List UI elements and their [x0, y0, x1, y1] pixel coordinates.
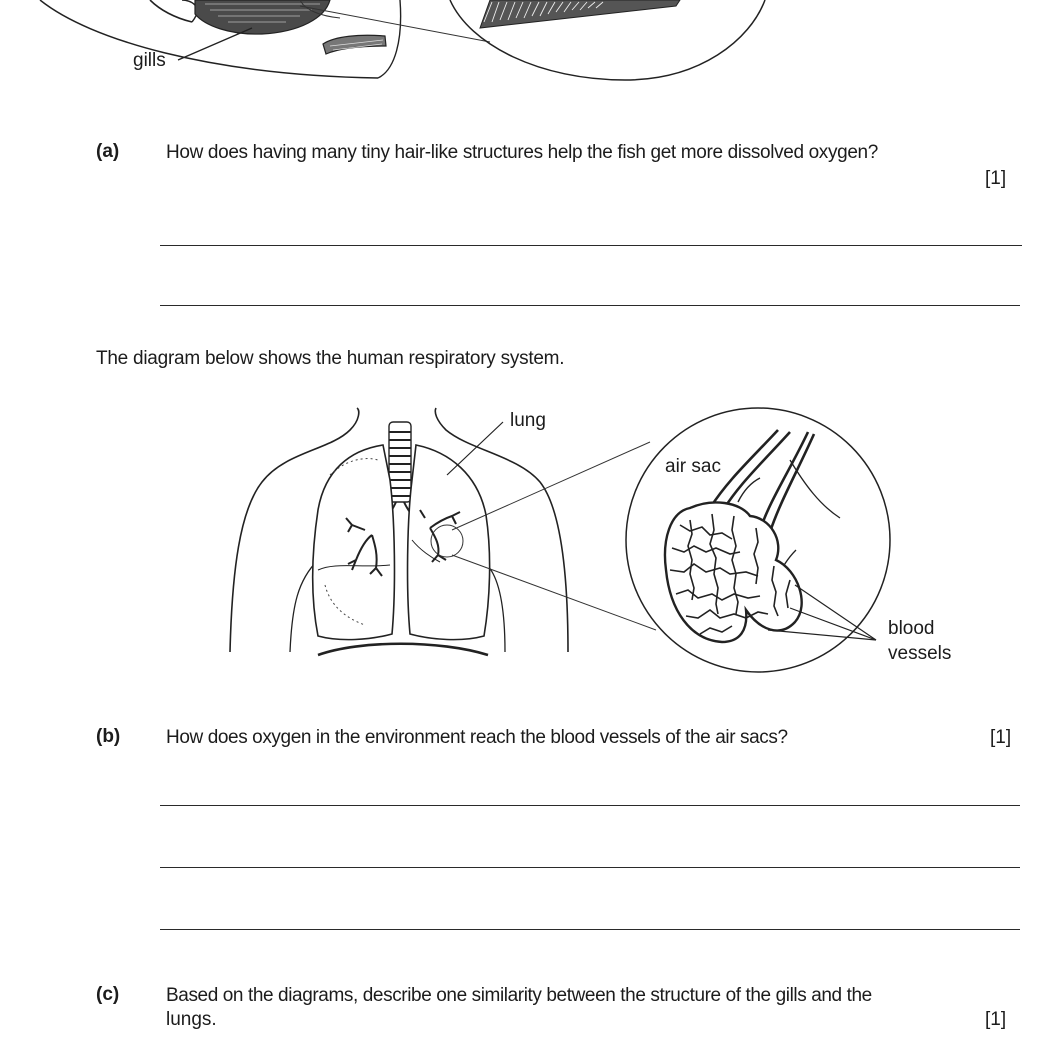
- answer-line[interactable]: [160, 867, 1020, 868]
- respiratory-system-figure: [0, 390, 1054, 690]
- blood-label: blood: [888, 618, 935, 639]
- question-b-text: How does oxygen in the environment reach the blood vessels of the air sacs?: [166, 727, 788, 748]
- question-b-marks: [1]: [990, 727, 1012, 748]
- question-a-number: (a): [96, 141, 120, 162]
- respiratory-intro-text: The diagram below shows the human respiratory system.: [96, 348, 565, 369]
- air-sac-label: air sac: [665, 456, 721, 477]
- answer-line[interactable]: [160, 305, 1020, 306]
- question-c-marks: [1]: [985, 1009, 1007, 1030]
- gills-label: gills: [133, 50, 166, 71]
- lung-label: lung: [510, 410, 546, 431]
- question-c-number: (c): [96, 984, 120, 1005]
- question-b-number: (b): [96, 726, 121, 747]
- question-a-marks: [1]: [985, 168, 1007, 189]
- question-c-text-line1: Based on the diagrams, describe one similarity between the structure of the gills and the: [166, 985, 872, 1006]
- answer-line[interactable]: [160, 929, 1020, 930]
- question-a-text: How does having many tiny hair-like structures help the fish get more dissolved oxygen?: [166, 142, 878, 163]
- vessels-label: vessels: [888, 643, 952, 664]
- answer-line[interactable]: [160, 245, 1022, 246]
- answer-line[interactable]: [160, 805, 1020, 806]
- fish-gills-figure: [0, 0, 1054, 110]
- question-c-text-line2: lungs.: [166, 1009, 217, 1030]
